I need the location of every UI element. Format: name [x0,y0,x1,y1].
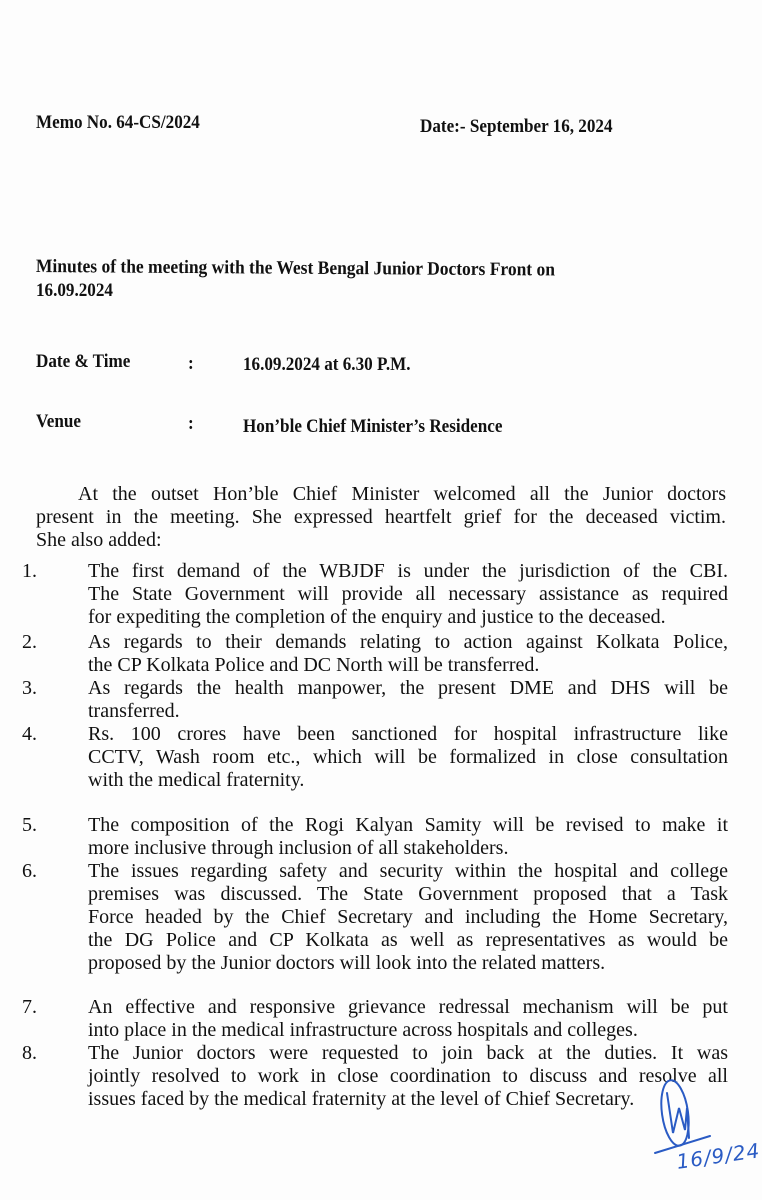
intro-line: She also added: [36,529,162,551]
title-line-2: 16.09.2024 [36,280,113,301]
item-line: for expediting the completion of the enquiry and justice to the deceased. [88,606,666,628]
item-line: proposed by the Junior doctors will look into the related matters. [88,952,606,974]
memo-date: Date:- September 16, 2024 [420,116,613,137]
item-line: The State Government will provide all necessary assistance as required [88,583,728,605]
signature-date: 16/9/24 [675,1138,762,1174]
list-item [22,996,728,1042]
meta-label-venue: Venue [36,411,81,432]
memo-number: Memo No. 64-CS/2024 [36,112,200,133]
item-number: 5. [22,814,37,836]
list-item [22,860,728,975]
item-line: The Junior doctors were requested to join back at the duties. It was [88,1042,728,1064]
list-item [22,631,728,677]
item-line: Force headed by the Chief Secretary and including the Home Secretary, [88,906,728,928]
item-number: 8. [22,1042,37,1064]
item-number: 7. [22,996,37,1018]
item-line: jointly resolved to work in close coordination to discuss and resolve all [88,1065,728,1087]
item-number: 1. [22,560,37,582]
meta-value-venue: Hon’ble Chief Minister’s Residence [243,416,503,437]
item-line: more inclusive through inclusion of all stakeholders. [88,837,509,859]
item-line: issues faced by the medical fraternity at the level of Chief Secretary. [88,1088,635,1110]
item-line: As regards the health manpower, the present DME and DHS will be [88,677,728,699]
item-line: the DG Police and CP Kolkata as well as representatives as would be [88,929,728,951]
item-line: the CP Kolkata Police and DC North will be transferred. [88,654,540,676]
list-item [22,1042,728,1111]
meta-colon: : [188,413,194,434]
item-line: As regards to their demands relating to action against Kolkata Police, [88,631,728,653]
intro-line: At the outset Hon’ble Chief Minister welcomed all the Junior doctors [78,483,726,505]
list-item [22,677,728,723]
item-number: 2. [22,631,37,653]
item-line: An effective and responsive grievance redressal mechanism will be put [88,996,728,1018]
item-line: The first demand of the WBJDF is under the jurisdiction of the CBI. [88,560,728,582]
meta-colon: : [188,353,194,374]
item-number: 3. [22,677,37,699]
intro-paragraph [36,483,726,552]
item-line: CCTV, Wash room etc., which will be formalized in close consultation [88,746,728,768]
item-number: 4. [22,723,37,745]
item-line: with the medical fraternity. [88,769,305,791]
item-line: premises was discussed. The State Government proposed that a Task [88,883,728,905]
item-number: 6. [22,860,37,882]
item-line: into place in the medical infrastructure across hospitals and colleges. [88,1019,638,1041]
item-line: The composition of the Rogi Kalyan Samity will be revised to make it [88,814,728,836]
list-item [22,814,728,860]
list-item [22,560,728,629]
list-item [22,723,728,792]
item-line: transferred. [88,700,180,722]
item-line: The issues regarding safety and security within the hospital and college [88,860,728,882]
title-line-1: Minutes of the meeting with the West Bengal Junior Doctors Front on [35,256,556,281]
meta-label-datetime: Date & Time [36,351,131,372]
intro-line: present in the meeting. She expressed heartfelt grief for the deceased victim. [36,506,726,528]
item-line: Rs. 100 crores have been sanctioned for hospital infrastructure like [88,723,728,745]
meta-value-datetime: 16.09.2024 at 6.30 P.M. [243,354,411,375]
